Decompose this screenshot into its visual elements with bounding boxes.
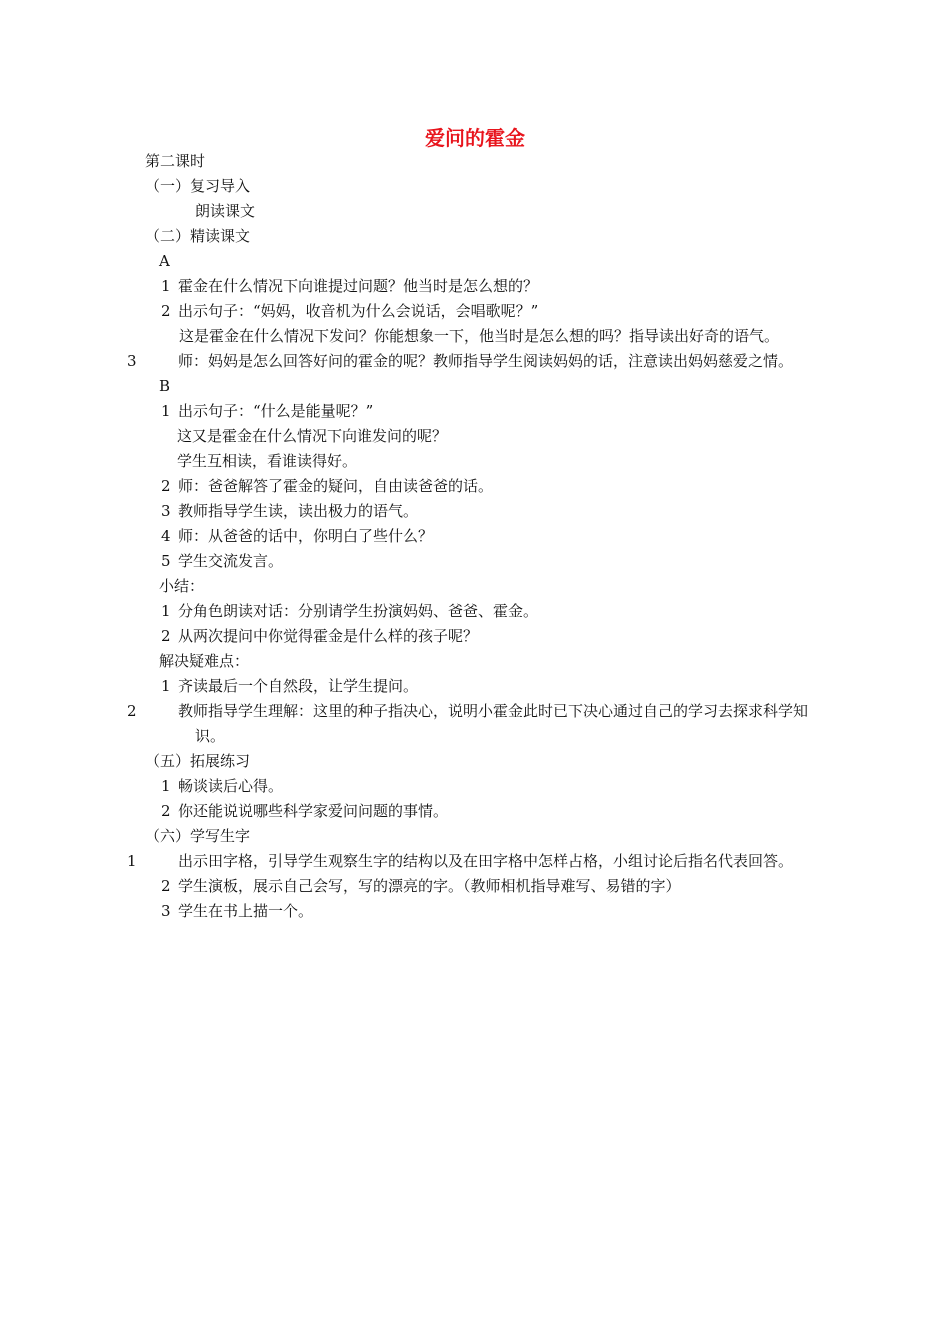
- item-number: 4: [161, 527, 171, 545]
- list-item: [145, 524, 815, 549]
- section-heading-extension: （五）拓展练习: [145, 752, 251, 770]
- item-text: 齐读最后一个自然段，让学生提问。: [178, 677, 419, 695]
- part-label-b: B: [159, 377, 171, 395]
- item-number: 5: [161, 552, 171, 570]
- item-text: 霍金在什么情况下向谁提过问题？他当时是怎么想的？: [178, 277, 539, 295]
- document-title: 爱问的霍金: [425, 126, 525, 150]
- item-number: 1: [161, 602, 171, 620]
- item-note: 这又是霍金在什么情况下向谁发问的呢？: [177, 427, 448, 445]
- item-number: 2: [161, 302, 171, 320]
- item-number: 1: [161, 677, 171, 695]
- item-text: 出示句子：“妈妈，收音机为什么会说话，会唱歌呢？”: [178, 302, 539, 320]
- document-body: [127, 149, 815, 924]
- list-item: [145, 499, 815, 524]
- item-number: 2: [127, 702, 137, 720]
- list-item: [145, 874, 815, 899]
- item-text: 师：从爸爸的话中，你明白了些什么？: [178, 527, 434, 545]
- section-heading-close-reading: （二）精读课文: [145, 227, 251, 245]
- list-item: [145, 624, 815, 649]
- item-number: 1: [127, 852, 137, 870]
- item-number: 2: [161, 877, 171, 895]
- list-item: [145, 774, 815, 799]
- summary-label: 小结：: [159, 577, 205, 595]
- item-number: 2: [161, 477, 171, 495]
- item-number: 2: [161, 627, 171, 645]
- item-text: 教师指导学生读，读出极力的语气。: [178, 502, 419, 520]
- difficulty-label: 解决疑难点：: [159, 652, 250, 670]
- item-number: 1: [161, 777, 171, 795]
- part-label-a: A: [159, 252, 170, 270]
- item-number: 1: [161, 402, 171, 420]
- item-text: 师：妈妈是怎么回答好问的霍金的呢？教师指导学生阅读妈妈的话，注意读出妈妈慈爱之情。: [178, 352, 794, 370]
- list-item: [127, 849, 815, 874]
- lesson-label: 第二课时: [145, 152, 206, 170]
- section-heading-writing: （六）学写生字: [145, 827, 251, 845]
- item-text: 畅谈读后心得。: [178, 777, 284, 795]
- list-item: [145, 299, 815, 324]
- list-item: [127, 699, 815, 749]
- item-number: 3: [161, 902, 171, 920]
- item-number: 1: [161, 277, 171, 295]
- section-heading-review: （一）复习导入: [145, 177, 251, 195]
- list-item: [145, 599, 815, 624]
- item-text: 学生交流发言。: [178, 552, 284, 570]
- list-item: [145, 799, 815, 824]
- list-item: [127, 349, 815, 374]
- list-item: [145, 899, 815, 924]
- item-number: 2: [161, 802, 171, 820]
- item-text: 从两次提问中你觉得霍金是什么样的孩子呢？: [178, 627, 479, 645]
- item-text: 学生在书上描一个。: [178, 902, 314, 920]
- item-number: 3: [161, 502, 171, 520]
- item-text: 教师指导学生理解：这里的种子指决心，说明小霍金此时已下决心通过自己的学习去探求科学知识。: [178, 702, 809, 745]
- list-item: [145, 674, 815, 699]
- list-item: 朗读课文: [195, 202, 256, 220]
- list-item: [145, 549, 815, 574]
- item-number: 3: [127, 352, 137, 370]
- item-text: 分角色朗读对话：分别请学生扮演妈妈、爸爸、霍金。: [178, 602, 539, 620]
- item-text: 出示田字格，引导学生观察生字的结构以及在田字格中怎样占格，小组讨论后指名代表回答。: [178, 852, 794, 870]
- item-note: 学生互相读，看谁读得好。: [177, 452, 358, 470]
- item-note: 这是霍金在什么情况下发问？你能想象一下，他当时是怎么想的吗？指导读出好奇的语气。: [179, 327, 780, 345]
- item-text: 师：爸爸解答了霍金的疑问，自由读爸爸的话。: [178, 477, 494, 495]
- list-item: [145, 274, 815, 299]
- list-item: [145, 399, 815, 424]
- item-text: 你还能说说哪些科学家爱问问题的事情。: [178, 802, 449, 820]
- item-text: 学生演板，展示自己会写，写的漂亮的字。（教师相机指导难写、易错的字）: [178, 877, 681, 895]
- item-text: 出示句子：“什么是能量呢？”: [178, 402, 374, 420]
- list-item: [145, 474, 815, 499]
